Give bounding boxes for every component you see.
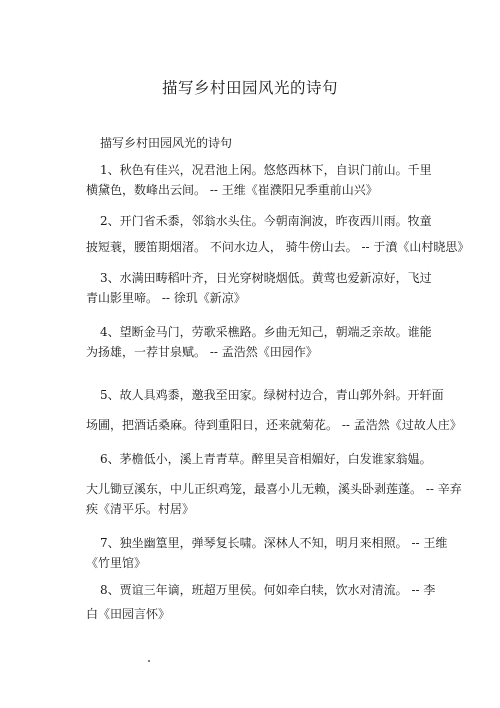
poem-4 [86,322,432,362]
footer-dot [148,660,150,662]
poem-line: 疾《清平乐。村居》 [86,502,195,516]
poem-line: 5、故人具鸡黍，邀我至田家。绿树村边合，青山郭外斜。开轩面 [100,388,444,402]
poem-line: 横黛色，数峰出云间。 -- 王维《崔濮阳兄季重前山兴》 [86,183,378,197]
poem-line: 3、水满田畴稻叶齐，日光穿树晓烟低。黄莺也爱新凉好，飞过 [100,271,432,285]
poem-2 [86,208,470,260]
poem-5 [86,380,462,440]
poem-line: 8、贾谊三年谪，班超万里侯。何如牵白犊，饮水对清流。 -- 李 [100,583,436,597]
poem-line: 披短蓑，腰笛期烟渚。 不问水边人， 骑牛傍山去。 -- 于濆《山村晓思》 [86,240,470,254]
poem-7 [86,533,448,573]
poem-6 [86,449,462,519]
poem-line: 为扬雄，一荐甘泉赋。 -- 孟浩然《田园作》 [86,345,318,359]
poem-line: 6、茅檐低小，溪上青青草。醉里吴音相媚好，白发谁家翁媪。 [100,452,432,466]
poem-line: 《竹里馆》 [86,556,147,570]
poem-line: 青山影里啼。 -- 徐玑《新凉》 [86,291,246,305]
poem-3 [86,268,432,308]
poem-line: 大儿锄豆溪东，中儿正织鸡笼，最喜小儿无赖，溪头卧剥莲蓬。 -- 辛弃 [86,482,462,496]
section-heading: 描写乡村田园风光的诗句 [100,136,233,150]
page-title: 描写乡村田园风光的诗句 [161,79,338,97]
poem-line: 4、望断金马门，劳歌采樵路。乡曲无知己，朝端乏亲故。谁能 [100,325,432,339]
poem-line: 1、秋色有佳兴，况君池上闲。悠悠西林下，自识门前山。千里 [100,163,432,177]
poem-1 [86,160,432,200]
poem-line: 场圃，把酒话桑麻。待到重阳日，还来就菊花。 -- 孟浩然《过故人庄》 [86,418,462,432]
poem-line: 7、独坐幽篁里，弹琴复长啸。深林人不知，明月来相照。 -- 王维 [100,536,448,550]
poem-line: 白《田园言怀》 [86,607,171,621]
poem-8 [86,578,436,626]
poem-line: 2、开门省禾黍，邻翁水头住。今朝南涧波，昨夜西川雨。牧童 [100,214,432,228]
